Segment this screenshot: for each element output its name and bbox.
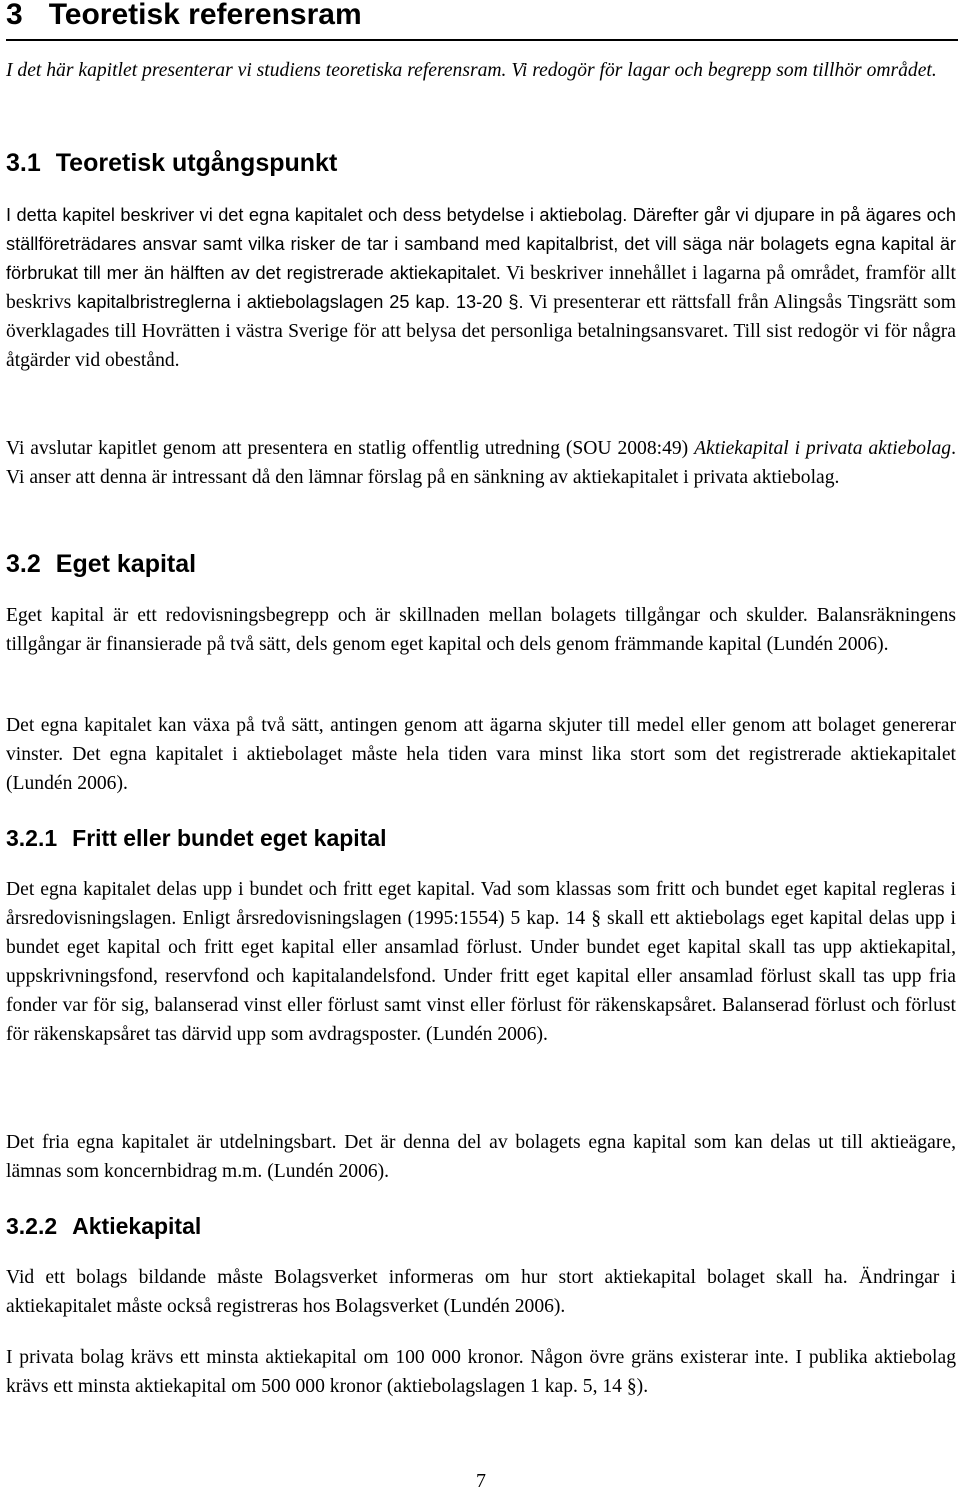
section-3-2-2-paragraph-1: Vid ett bolags bildande måste Bolagsverket informeras om hur stort aktiekapital bolaget skall ha. Ändringar i aktiekapitalet måste också registreras hos Bolagsverket (Lundén 2006).: [6, 1267, 956, 1317]
section-3-2-paragraph-1: Eget kapital är ett redovisningsbegrepp och är skillnaden mellan bolagets tillgångar och skulder. Balansräkningens tillgångar är finansierade på två sätt, dels genom eget kapital och dels genom främmande kapital (Lundén 2006).: [6, 605, 956, 655]
section-3-2-2-paragraph-2: I privata bolag krävs ett minsta aktiekapital om 100 000 kronor. Någon övre gräns existerar inte. I publika aktiebolag krävs ett minsta aktiekapital om 500 000 kronor (aktiebolagslagen 1 kap. 5, 14 §).: [6, 1347, 956, 1397]
chapter-intro: I det här kapitlet presenterar vi studiens teoretiska referensram. Vi redogör för lagar och begrepp som tillhör området.: [6, 60, 937, 81]
chapter-title: Teoretisk referensram: [48, 0, 362, 31]
section-3-2-2-number: 3.2.2: [6, 1213, 58, 1239]
section-3-2-1-title: Fritt eller bundet eget kapital: [72, 825, 387, 851]
section-3-2-1-heading: [6, 824, 387, 852]
section-3-2-title: Eget kapital: [55, 550, 197, 578]
section-3-2-2-heading: [6, 1212, 201, 1240]
section-3-1-title: Teoretisk utgångspunkt: [55, 149, 338, 177]
section-3-1-paragraph-1: I detta kapitel beskriver vi det egna kapitalet och dess betydelse i aktiebolag. Därefter går vi djupare in på ägares och ställföreträdares ansvar samt vilka risker de tar i samband med kapitalbrist, det vill säga när bolagets egna kapital är förbrukat till mer än hälften av det registrerade aktiekapitalet. Vi beskriver innehållet i lagarna på området, framför allt beskrivs kapitalbristreglerna i aktiebolagslagen 25 kap. 13-20 §. Vi presenterar ett rättsfall från Alingsås Tingsrätt som överklagades till Hovrätten i västra Sverige för att belysa det personliga betalningsansvaret. Till sist redogör vi för några åtgärder vid obestånd.: [6, 205, 956, 371]
chapter-heading: [6, 0, 362, 33]
section-3-2-1-paragraph-1: Det egna kapitalet delas upp i bundet och fritt eget kapital. Vad som klassas som fritt och bundet eget kapital regleras i årsredovisningslagen. Enligt årsredovisningslagen (1995:1554) 5 kap. 14 § skall ett aktiebolags eget kapital delas upp i bundet eget kapital och fritt eget kapital eller ansamlad förlust. Under bundet eget kapital skall tas upp aktiekapital, uppskrivningsfond, reservfond och kapitalandelsfond. Under fritt eget kapital eller ansamlad förlust skall tas upp fria fonder var för sig, balanserad vinst eller förlust samt vinst eller förlust för räkenskapsåret. Balanserad förlust och förlust för räkenskapsåret tas därvid upp som avdragsposter. (Lundén 2006).: [6, 879, 956, 1045]
section-3-1-paragraph-2: Vi avslutar kapitlet genom att presentera en statlig offentlig utredning (SOU 2008:49) Aktiekapital i privata aktiebolag. Vi anser att denna är intressant då den lämnar förslag på en sänkning av aktiekapitalet i privata aktiebolag.: [6, 438, 956, 488]
section-3-2-2-title: Aktiekapital: [72, 1213, 202, 1239]
section-3-1-heading: [6, 148, 337, 178]
section-3-2-1-number: 3.2.1: [6, 825, 58, 851]
chapter-number: 3: [6, 0, 23, 31]
section-3-2-paragraph-2: Det egna kapitalet kan växa på två sätt, antingen genom att ägarna skjuter till medel eller genom att bolaget genererar vinster. Det egna kapitalet i aktiebolaget måste hela tiden vara minst lika stort som det registrerade aktiekapitalet (Lundén 2006).: [6, 715, 956, 794]
section-3-2-1-paragraph-2: Det fria egna kapitalet är utdelningsbart. Det är denna del av bolagets egna kapital som kan delas ut till aktieägare, lämnas som koncernbidrag m.m. (Lundén 2006).: [6, 1132, 956, 1182]
section-3-2-number: 3.2: [6, 550, 41, 578]
section-3-1-number: 3.1: [6, 149, 41, 177]
section-3-2-heading: [6, 549, 196, 579]
heading-rule: [6, 39, 958, 41]
page-number: 7: [476, 1470, 486, 1492]
